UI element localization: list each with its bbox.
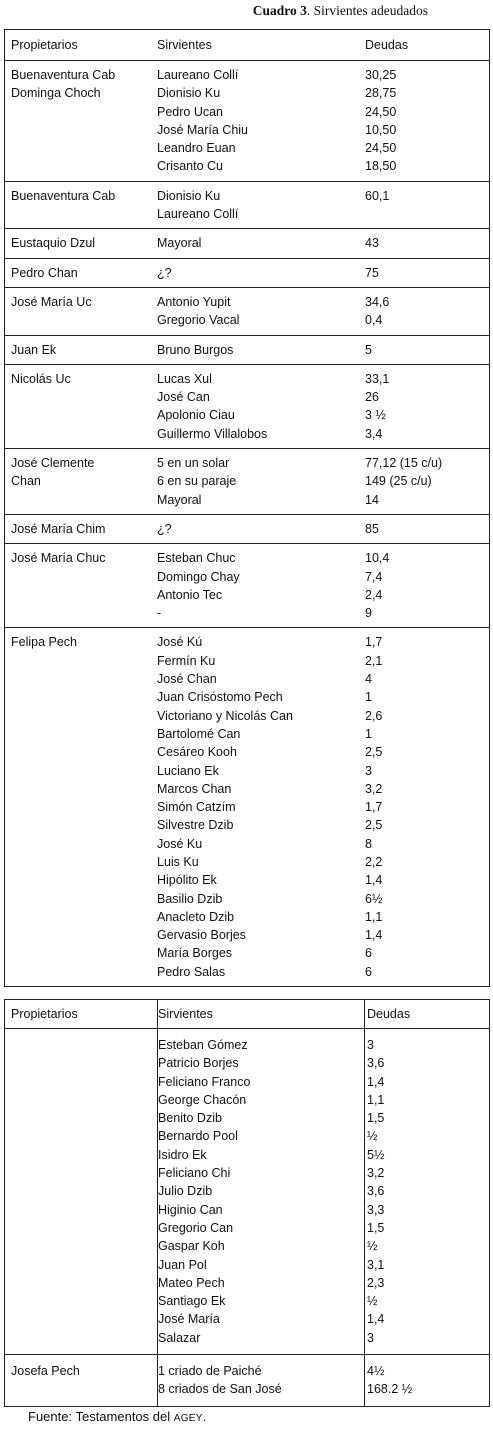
owner-cell — [5, 544, 158, 628]
debt-value: 30,25 — [365, 68, 397, 82]
debt-value: ½ — [367, 1294, 378, 1309]
table-body — [5, 61, 490, 987]
debt-value: 26 — [365, 390, 379, 405]
debts-cell — [363, 229, 490, 258]
servant-name: Feliciano Franco — [158, 1074, 251, 1089]
debt-value: 4½ — [367, 1364, 385, 1379]
servant-name: José Can — [157, 390, 210, 405]
debt-value: 3,6 — [367, 1056, 385, 1071]
debt-value: 2,6 — [365, 708, 383, 723]
owner-name: Juan Ek — [11, 342, 57, 357]
debts-cell — [363, 514, 490, 543]
servant-name: Higinio Can — [158, 1202, 223, 1217]
debt-value: 0,4 — [365, 313, 383, 328]
owner-name: Chan — [11, 474, 41, 489]
table-row — [5, 181, 490, 229]
servant-name: Domingo Chay — [157, 569, 240, 584]
servant-name: Laureano Collí — [157, 68, 239, 82]
debt-value: ½ — [367, 1129, 378, 1144]
debts-table-part-2 — [4, 999, 490, 1407]
servant-name: Feliciano Chi — [158, 1166, 231, 1181]
table-row — [5, 287, 490, 335]
debt-value: 4 — [365, 672, 372, 687]
servant-name: Patricio Borjes — [158, 1056, 239, 1071]
debt-value: 24,50 — [365, 141, 397, 156]
servant-name: George Chacón — [158, 1092, 247, 1107]
owner-cell — [5, 61, 158, 182]
owner-cell — [5, 335, 158, 364]
servant-name: 8 criados de San José — [158, 1382, 282, 1397]
table-row — [5, 335, 490, 364]
servant-name: Juan Crisóstomo Pech — [157, 690, 283, 705]
owner-name: Nicolás Uc — [11, 371, 71, 386]
servant-name: José María — [158, 1312, 220, 1327]
servant-name: Cesáreo Kooh — [157, 745, 237, 760]
servant-name: Laureano Collí — [157, 207, 239, 222]
debt-value: 10,50 — [365, 122, 397, 137]
servant-name: Anacleto Dzib — [157, 909, 235, 924]
servant-name: Bruno Burgos — [157, 342, 234, 357]
servant-name: José Chan — [157, 672, 217, 687]
servants-cell — [157, 514, 363, 543]
header-owners: Propietarios — [5, 1000, 158, 1029]
owner-name: Dominga Choch — [11, 86, 101, 101]
servant-name: Basilio Dzib — [157, 891, 223, 906]
debt-value: 6 — [365, 964, 372, 979]
servant-name: Hipólito Ek — [157, 873, 217, 888]
owner-cell — [5, 181, 158, 229]
table-row — [5, 229, 490, 258]
debt-value: 2,5 — [365, 818, 383, 833]
owner-name: Eustaquio Dzul — [11, 236, 96, 251]
debt-value: 14 — [365, 492, 379, 507]
debt-value: 60,1 — [365, 188, 390, 203]
servant-name: Luis Ku — [157, 854, 199, 869]
table-row — [5, 514, 490, 543]
debts-cell — [363, 61, 490, 182]
debt-value: 85 — [365, 521, 379, 536]
servant-name: Julio Dzib — [158, 1184, 213, 1199]
table-row — [5, 364, 490, 448]
debt-value: 168.2 ½ — [367, 1382, 413, 1397]
debt-value: 2,2 — [365, 854, 383, 869]
servant-name: José Kú — [157, 635, 203, 650]
caption-label: Cuadro 3 — [252, 3, 307, 18]
servants-cell — [157, 628, 363, 987]
table-caption — [0, 3, 428, 19]
servant-name: Dionisio Ku — [157, 86, 221, 101]
debt-value: 2,5 — [365, 745, 383, 760]
servant-name: Gregorio Vacal — [157, 313, 240, 328]
servants-cell — [157, 258, 363, 287]
caption-text: . Sirvientes adeudados — [306, 3, 428, 18]
table-row — [5, 258, 490, 287]
servant-name: 6 en su paraje — [157, 474, 237, 489]
debt-value: 1,7 — [365, 635, 383, 650]
debt-value: 10,4 — [365, 551, 390, 566]
debts-cell — [363, 287, 490, 335]
servants-cell — [158, 1355, 365, 1407]
owner-cell — [5, 229, 158, 258]
owner-cell — [5, 364, 158, 448]
servant-name: 5 en un solar — [157, 456, 230, 471]
servants-cell — [157, 229, 363, 258]
table-row — [5, 449, 490, 515]
owner-cell — [5, 287, 158, 335]
servant-name: Mayoral — [157, 492, 202, 507]
servant-name: Victoriano y Nicolás Can — [157, 708, 293, 723]
debt-value: 1,5 — [367, 1111, 385, 1126]
debt-value: 8 — [365, 836, 372, 851]
servants-cell — [157, 364, 363, 448]
debts-cell — [365, 1355, 490, 1407]
servant-name: Bartolomé Can — [157, 726, 241, 741]
debts-cell — [363, 628, 490, 987]
owner-cell — [5, 1355, 158, 1407]
servant-name: Marcos Chan — [157, 781, 232, 796]
servants-cell — [157, 449, 363, 515]
servant-name: Lucas Xul — [157, 371, 212, 386]
debts-cell — [365, 1029, 490, 1355]
debt-value: 1,1 — [367, 1092, 385, 1107]
debt-value: 5½ — [367, 1147, 385, 1162]
debt-value: 3 — [365, 763, 372, 778]
owner-name: Josefa Pech — [11, 1364, 80, 1379]
debt-value: 2,4 — [365, 587, 383, 602]
header-row — [5, 1000, 490, 1029]
debts-cell — [363, 449, 490, 515]
debts-cell — [363, 364, 490, 448]
debt-value: 1,4 — [365, 928, 383, 943]
source-note — [28, 1409, 206, 1424]
servant-name: Isidro Ek — [158, 1147, 207, 1162]
servant-name: Pedro Salas — [157, 964, 226, 979]
servant-name: Apolonio Ciau — [157, 408, 235, 423]
servant-name: Leandro Euan — [157, 141, 236, 156]
debt-value: 3 ½ — [365, 408, 386, 423]
table-row — [5, 1355, 490, 1407]
owner-cell — [5, 1029, 158, 1355]
debt-value: 2,3 — [367, 1275, 385, 1290]
servant-name: Bernardo Pool — [158, 1129, 238, 1144]
servant-name: Pedro Ucan — [157, 104, 224, 119]
servants-cell — [158, 1029, 365, 1355]
table-row — [5, 544, 490, 628]
debt-value: 3,4 — [365, 426, 383, 441]
servant-name: Crisanto Cu — [157, 159, 223, 174]
servant-name: José María Chiu — [157, 122, 249, 137]
debt-value: 1,4 — [365, 873, 383, 888]
servant-name: Gervasio Borjes — [157, 928, 246, 943]
owner-name: José María Chim — [11, 521, 106, 536]
servant-name: Esteban Gómez — [158, 1038, 248, 1052]
servants-cell — [157, 61, 363, 182]
servant-name: - — [157, 606, 162, 621]
debts-cell — [363, 335, 490, 364]
owner-cell — [5, 449, 158, 515]
servant-name: Simón Catzím — [157, 800, 236, 815]
debt-value: 33,1 — [365, 371, 390, 386]
servant-name: Esteban Chuc — [157, 551, 236, 566]
table-row — [5, 628, 490, 987]
servants-cell — [157, 181, 363, 229]
debt-value: 6 — [365, 946, 372, 961]
debt-value: 3 — [367, 1038, 374, 1052]
servant-name: ¿? — [157, 265, 172, 280]
debt-value: 1 — [365, 690, 372, 705]
debt-value: 3,1 — [367, 1257, 385, 1272]
debt-value: 1,4 — [367, 1074, 385, 1089]
debts-cell — [363, 181, 490, 229]
debt-value: 1 — [365, 726, 372, 741]
servant-name: ¿? — [157, 521, 172, 536]
servant-name: Antonio Tec — [157, 587, 223, 602]
debt-value: 34,6 — [365, 294, 390, 309]
debt-value: 28,75 — [365, 86, 397, 101]
servant-name: Salazar — [158, 1330, 201, 1345]
debt-value: 1,7 — [365, 800, 383, 815]
debt-value: 2,1 — [365, 653, 383, 668]
header-debts: Deudas — [363, 30, 490, 61]
servant-name: 1 criado de Paiché — [158, 1364, 262, 1379]
debt-value: 9 — [365, 606, 372, 621]
source-suffix: . — [202, 1409, 207, 1424]
header-owners: Propietarios — [5, 30, 158, 61]
servant-name: José Ku — [157, 836, 203, 851]
servant-name: María Borges — [157, 946, 233, 961]
debt-value: 6½ — [365, 891, 383, 906]
source-prefix: Fuente: Testamentos del — [28, 1409, 174, 1424]
table-body — [5, 1029, 490, 1407]
owner-name: Buenaventura Cab — [11, 68, 116, 82]
header-row — [5, 30, 490, 61]
servants-cell — [157, 287, 363, 335]
debts-table-part-1 — [4, 29, 490, 987]
debt-value: 1,1 — [365, 909, 383, 924]
header-servants: Sirvientes — [157, 30, 363, 61]
debt-value: 3,6 — [367, 1184, 385, 1199]
servants-cell — [157, 335, 363, 364]
servant-name: Benito Dzib — [158, 1111, 222, 1126]
debt-value: 1,4 — [367, 1312, 385, 1327]
servant-name: Guillermo Villalobos — [157, 426, 268, 441]
servant-name: Fermín Ku — [157, 653, 216, 668]
debt-value: 7,4 — [365, 569, 383, 584]
debt-value: 1,5 — [367, 1220, 385, 1235]
servant-name: Gregorio Can — [158, 1220, 234, 1235]
servants-cell — [157, 544, 363, 628]
header-servants: Sirvientes — [158, 1000, 365, 1029]
debt-value: 149 (25 c/u) — [365, 474, 432, 489]
table-row — [5, 61, 490, 182]
servant-name: Silvestre Dzib — [157, 818, 234, 833]
servant-name: Antonio Yupit — [157, 294, 231, 309]
servant-name: Juan Pol — [158, 1257, 207, 1272]
debt-value: 3,2 — [367, 1166, 385, 1181]
owner-cell — [5, 628, 158, 987]
servant-name: Luciano Ek — [157, 763, 219, 778]
debt-value: 3 — [367, 1330, 374, 1345]
servant-name: Dionisio Ku — [157, 188, 221, 203]
debts-cell — [363, 258, 490, 287]
debt-value: 24,50 — [365, 104, 397, 119]
owner-cell — [5, 258, 158, 287]
debt-value: ½ — [367, 1239, 378, 1254]
servant-name: Gaspar Koh — [158, 1239, 225, 1254]
debts-cell — [363, 544, 490, 628]
table-row — [5, 1029, 490, 1355]
debt-value: 3,3 — [367, 1202, 385, 1217]
debt-value: 43 — [365, 236, 379, 251]
debt-value: 3,2 — [365, 781, 383, 796]
debt-value: 18,50 — [365, 159, 397, 174]
owner-name: José Clemente — [11, 456, 95, 471]
source-acronym: AGEY — [173, 1413, 203, 1424]
owner-cell — [5, 514, 158, 543]
debt-value: 75 — [365, 265, 379, 280]
owner-name: Buenaventura Cab — [11, 188, 116, 203]
debt-value: 5 — [365, 342, 372, 357]
owner-name: José María Uc — [11, 294, 92, 309]
servant-name: Mateo Pech — [158, 1275, 225, 1290]
servant-name: Santiago Ek — [158, 1294, 226, 1309]
debt-value: 77,12 (15 c/u) — [365, 456, 443, 471]
servant-name: Mayoral — [157, 236, 202, 251]
header-debts: Deudas — [365, 1000, 490, 1029]
owner-name: Felipa Pech — [11, 635, 78, 650]
owner-name: Pedro Chan — [11, 265, 78, 280]
owner-name: José María Chuc — [11, 551, 106, 566]
